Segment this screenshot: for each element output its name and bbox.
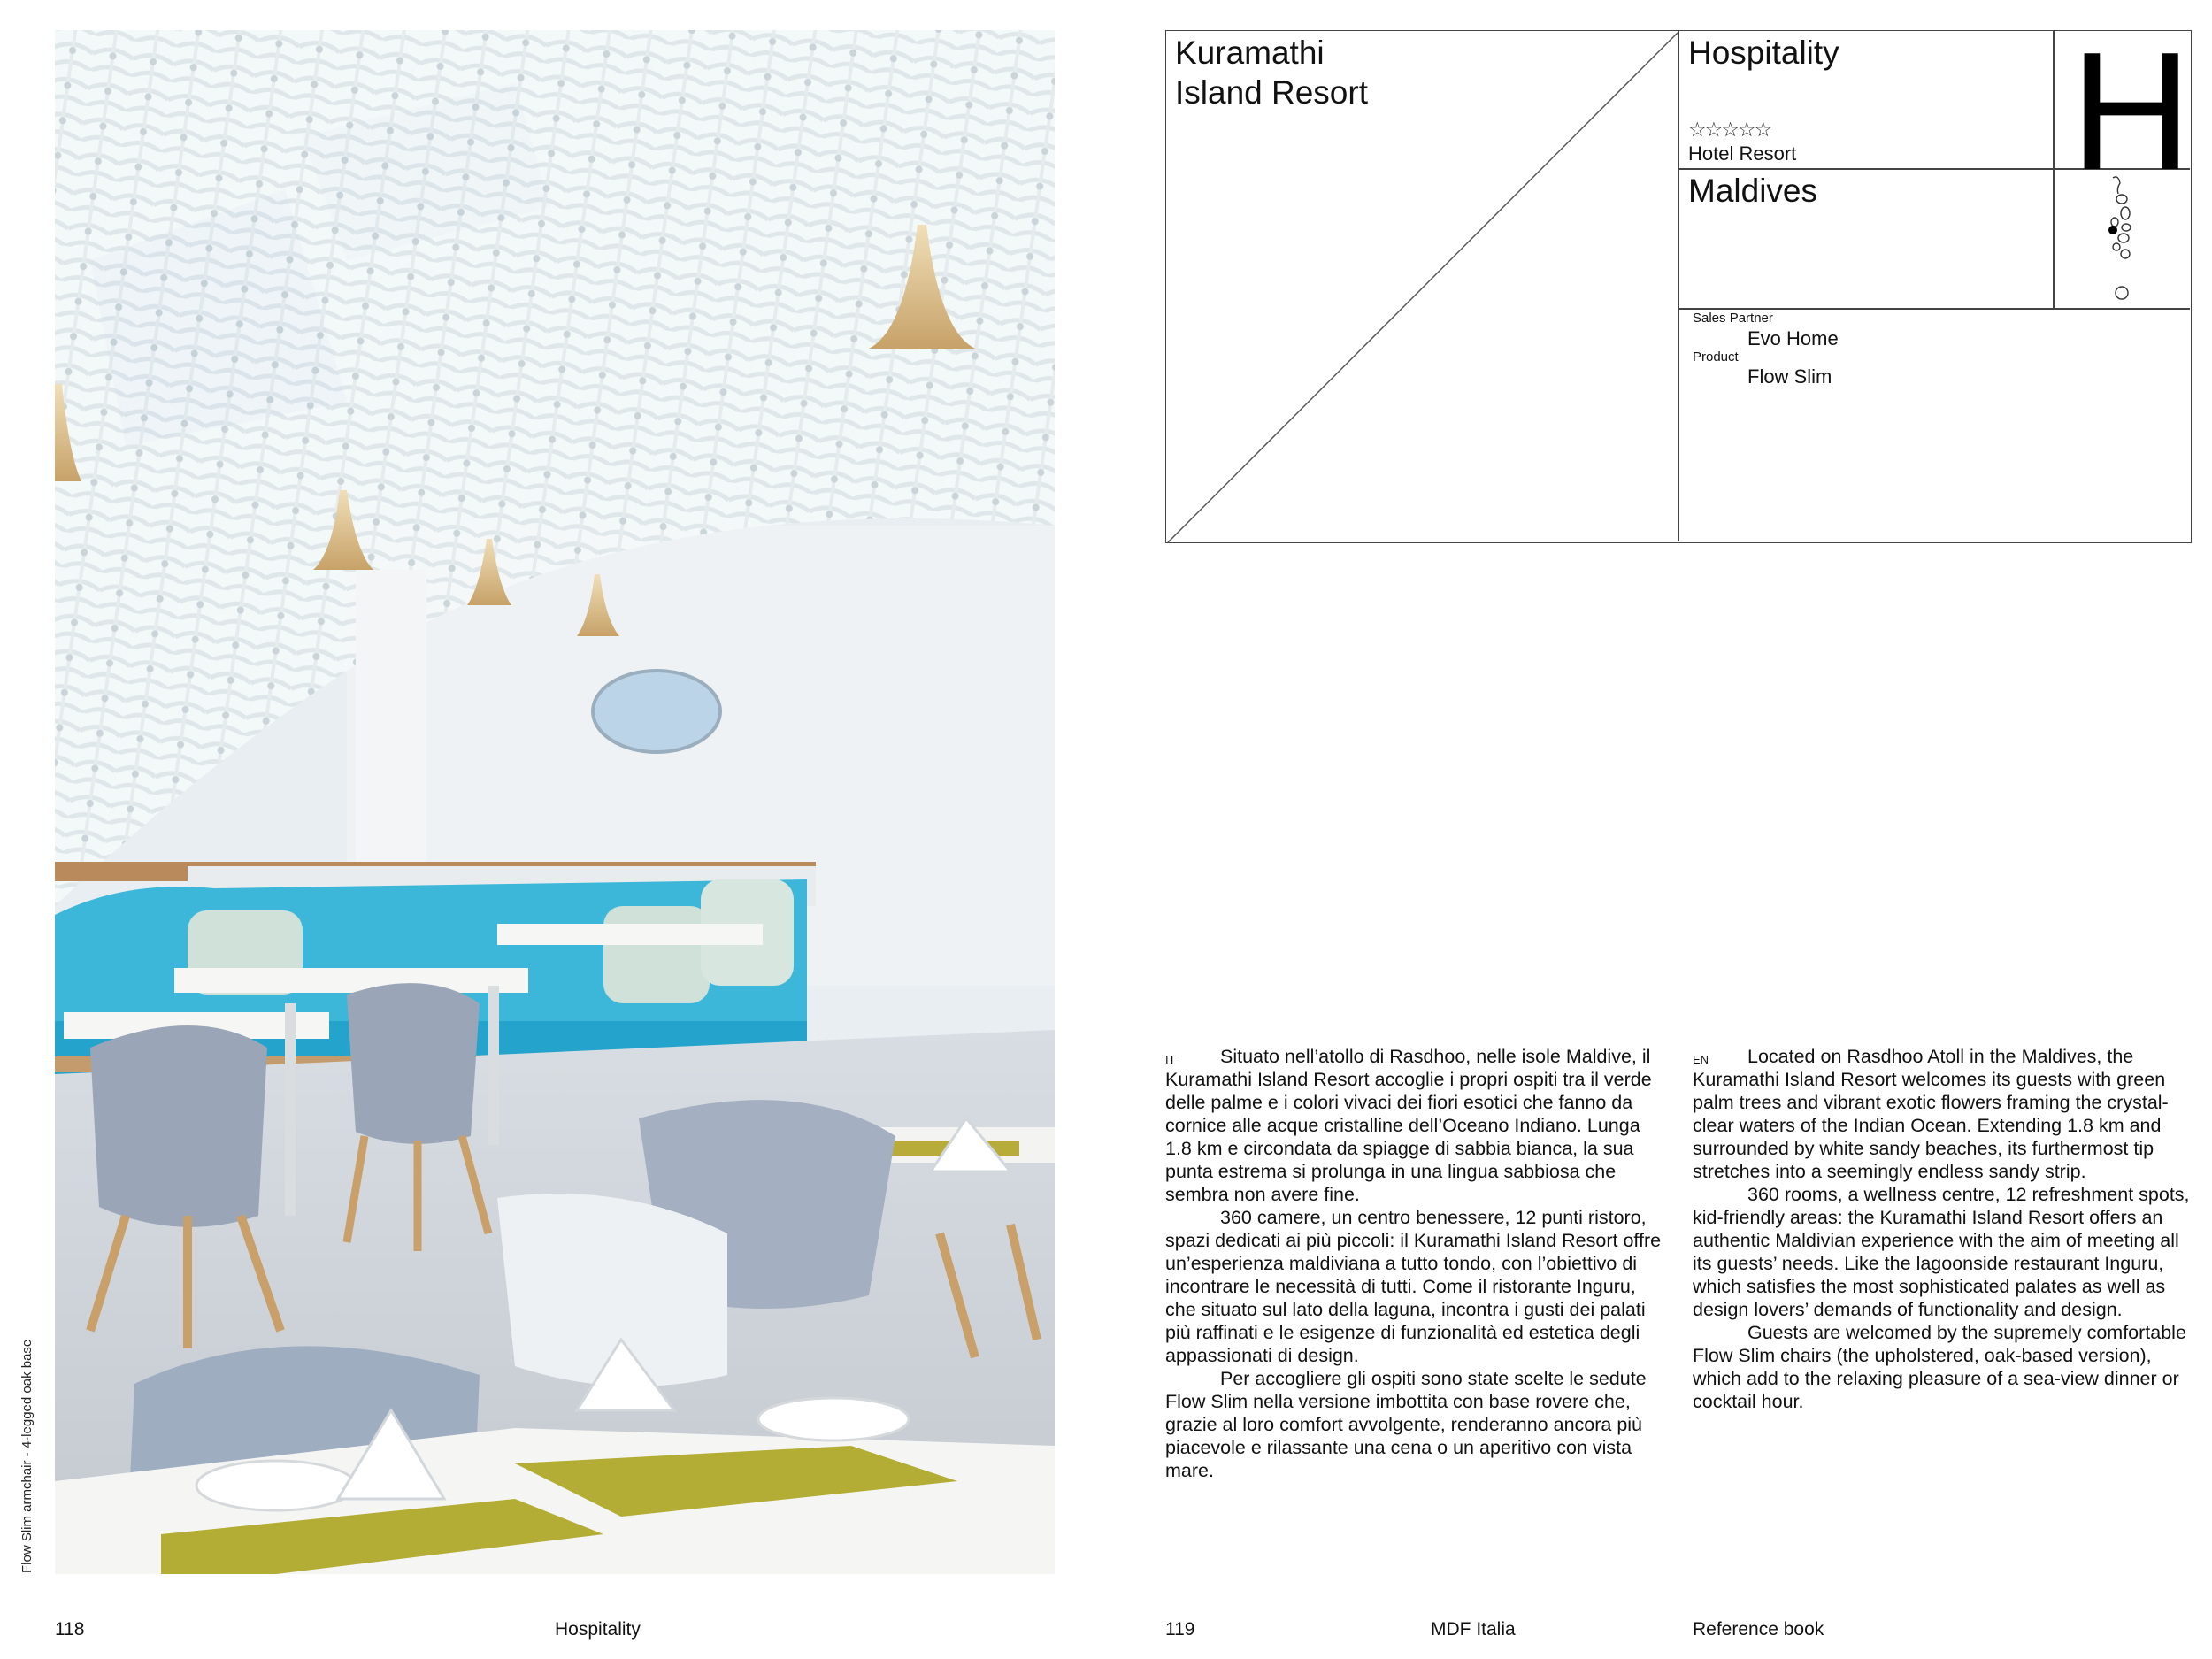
paragraph: 360 rooms, a wellness centre, 12 refreshment spots, kid-friendly areas: the Kuramathi Island Resort offers an authentic Maldivian experience with the aim of meeting all its guests’ needs. Like the lagoonside restaurant Inguru, which satisfies the most sophisticated palates as well as design lovers’ demands of functionality and design. xyxy=(1693,1184,2190,1320)
left-page-number: 118 xyxy=(55,1619,85,1640)
restaurant-photo xyxy=(55,30,1055,1574)
language-tag-en: EN xyxy=(1693,1053,1709,1066)
brand-name: MDF Italia xyxy=(1431,1619,1516,1640)
italian-text-column xyxy=(1165,1045,1665,1482)
category-letter: H xyxy=(2070,18,2193,205)
paragraph: Guests are welcomed by the supremely comfortable Flow Slim chairs (the upholstered, oak-based version), which add to the relaxing pleasure of a sea-view dinner or cocktail hour. xyxy=(1693,1322,2186,1412)
publication-name: Reference book xyxy=(1693,1619,1824,1640)
paragraph: Situato nell’atollo di Rasdhoo, nelle isole Maldive, il Kuramathi Island Resort accoglie i propri ospiti tra il verde delle palme e i colori vivaci dei fiori esotici che fanno da cornice alle acque cristalline dell’Oceano Indiano. Lunga 1.8 km e circondata da spiagge di sabbia bianca, la sua punta estrema si prolunga in una lingua sabbiosa che sembra non avere fine. xyxy=(1165,1046,1652,1205)
country-title: Maldives xyxy=(1688,173,1817,209)
right-page-number: 119 xyxy=(1165,1619,1195,1640)
restaurant-illustration xyxy=(55,30,1055,1574)
property-type: Hotel Resort xyxy=(1688,142,1797,165)
language-tag-it: IT xyxy=(1165,1053,1176,1066)
sales-partner-value: Evo Home xyxy=(1747,327,1839,349)
grid-divider xyxy=(1678,31,1679,541)
sales-partner-label: Sales Partner xyxy=(1693,311,1773,326)
left-section-name: Hospitality xyxy=(555,1619,641,1640)
paragraph: 360 camere, un centro benessere, 12 punti ristoro, spazi dedicati ai più piccoli: il Kuramathi Island Resort offre un’esperienza maldiviana a tutto tondo, con l’obiettivo di incontrare le necessità di tutti. Come il ristorante Inguru, che situato sul lato della laguna, incontra i gusti dei palati più raffinati e le esigenze di funzionalità ed estetica degli appassionati di design. xyxy=(1165,1207,1662,1366)
star-rating-icons: ☆☆☆☆☆ xyxy=(1688,118,1771,141)
maldives-map-icon xyxy=(2095,173,2148,305)
grid-divider xyxy=(2053,31,2055,309)
english-text-column xyxy=(1693,1045,2193,1413)
product-value: Flow Slim xyxy=(1747,365,1832,388)
product-label: Product xyxy=(1693,349,1739,365)
paragraph: Per accogliere gli ospiti sono state scelte le sedute Flow Slim nella versione imbottita con base rovere che, grazie al loro comfort avvolgente, renderanno ancora più piacevole e rilassante una cena o un aperitivo con vista mare. xyxy=(1165,1368,1647,1481)
info-grid xyxy=(1165,18,2193,543)
resort-name: Kuramathi Island Resort xyxy=(1175,35,1368,111)
category-title: Hospitality xyxy=(1688,35,1839,71)
photo-caption: Flow Slim armchair - 4-legged oak base xyxy=(19,1339,35,1573)
grid-divider xyxy=(1679,308,2190,310)
paragraph: Located on Rasdhoo Atoll in the Maldives, the Kuramathi Island Resort welcomes its guests with green palm trees and vibrant exotic flowers framing the crystal-clear waters of the Indian Ocean. Extending 1.8 km and surrounded by white sandy beaches, its furthermost tip stretches into a seemingly endless sandy strip. xyxy=(1693,1046,2169,1182)
